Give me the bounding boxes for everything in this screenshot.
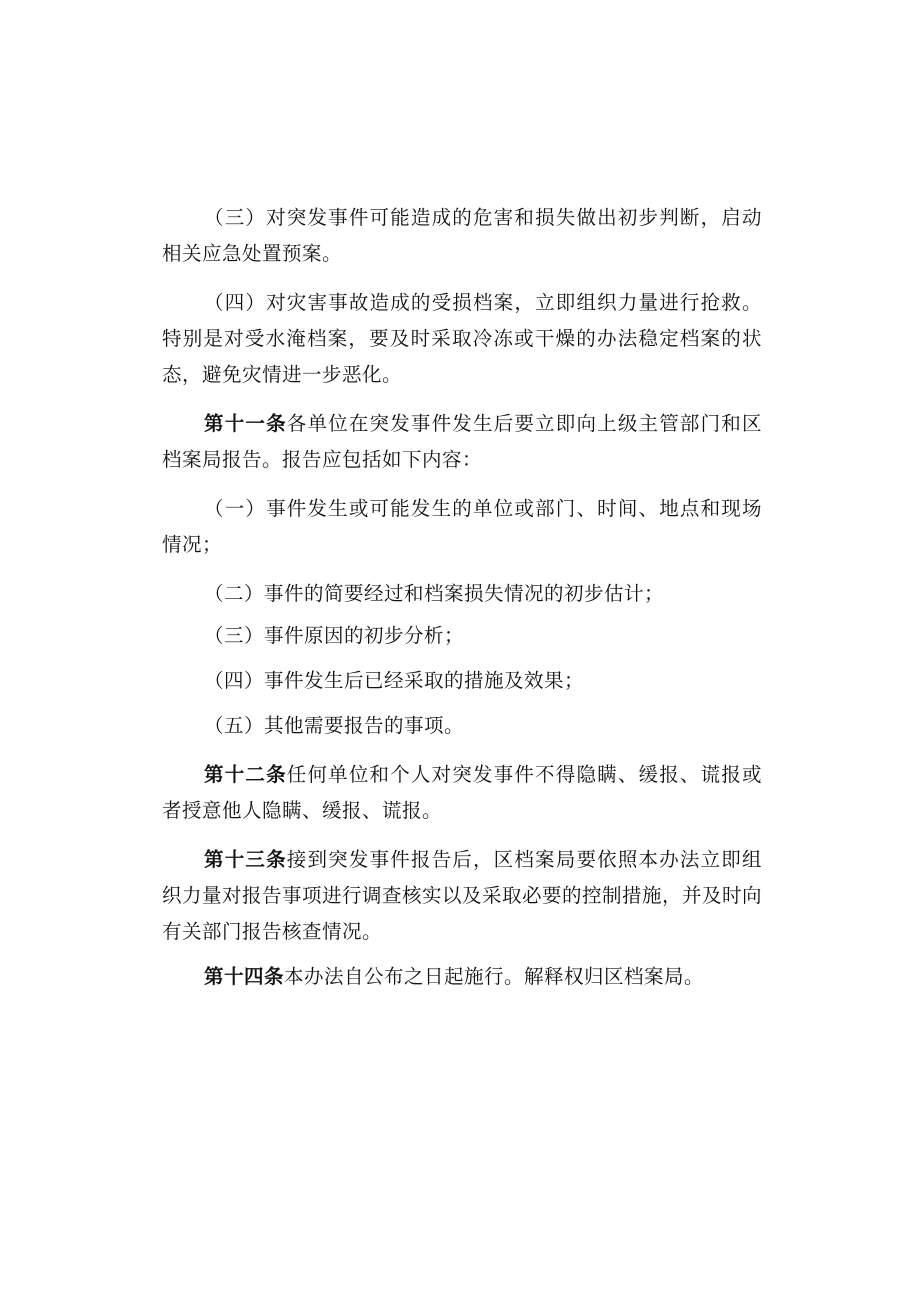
article-14 bbox=[162, 959, 762, 995]
article-text: 接到突发事件报告后，区档案局要依照本办法立即组织力量对报告事项进行调查核实以及采取必要的控制措施，并及时向有关部门报告核查情况。 bbox=[162, 848, 763, 943]
report-item-3 bbox=[162, 618, 762, 654]
article-12 bbox=[162, 757, 762, 829]
article-number: 第十二条 bbox=[204, 763, 287, 786]
paragraph-text: （五）其他需要报告的事项。 bbox=[204, 714, 465, 737]
article-text: 各单位在突发事件发生后要立即向上级主管部门和区档案局报告。报告应包括如下内容： bbox=[162, 412, 762, 471]
article-text: 任何单位和个人对突发事件不得隐瞒、缓报、谎报或者授意他人隐瞒、缓报、谎报。 bbox=[162, 763, 762, 822]
report-item-2 bbox=[162, 576, 762, 612]
article-11 bbox=[162, 406, 762, 478]
article-13 bbox=[162, 842, 762, 950]
paragraph-text: （三）对突发事件可能造成的危害和损失做出初步判断，启动相关应急处置预案。 bbox=[162, 206, 762, 265]
report-item-5 bbox=[162, 708, 762, 744]
paragraph-text: （三）事件原因的初步分析； bbox=[204, 624, 465, 647]
paragraph-text: （二）事件的简要经过和档案损失情况的初步估计； bbox=[204, 582, 665, 605]
report-item-4 bbox=[162, 663, 762, 699]
article-text: 本办法自公布之日起施行。解释权归区档案局。 bbox=[284, 965, 705, 988]
paragraph-text: （四）对灾害事故造成的受损档案，立即组织力量进行抢救。特别是对受水淹档案，要及时采取冷冻或干燥的办法稳定档案的状态，避免灾情进一步恶化。 bbox=[162, 291, 762, 386]
report-item-1 bbox=[162, 491, 762, 563]
paragraph-emergency-assessment bbox=[162, 200, 762, 272]
article-number: 第十三条 bbox=[204, 848, 287, 871]
article-number: 第十四条 bbox=[204, 965, 285, 988]
document-body bbox=[162, 200, 762, 995]
paragraph-text: （四）事件发生后已经采取的措施及效果； bbox=[204, 669, 585, 692]
paragraph-text: （一）事件发生或可能发生的单位或部门、时间、地点和现场情况； bbox=[162, 497, 762, 556]
article-number: 第十一条 bbox=[204, 412, 287, 435]
paragraph-damaged-archive-rescue bbox=[162, 285, 762, 393]
